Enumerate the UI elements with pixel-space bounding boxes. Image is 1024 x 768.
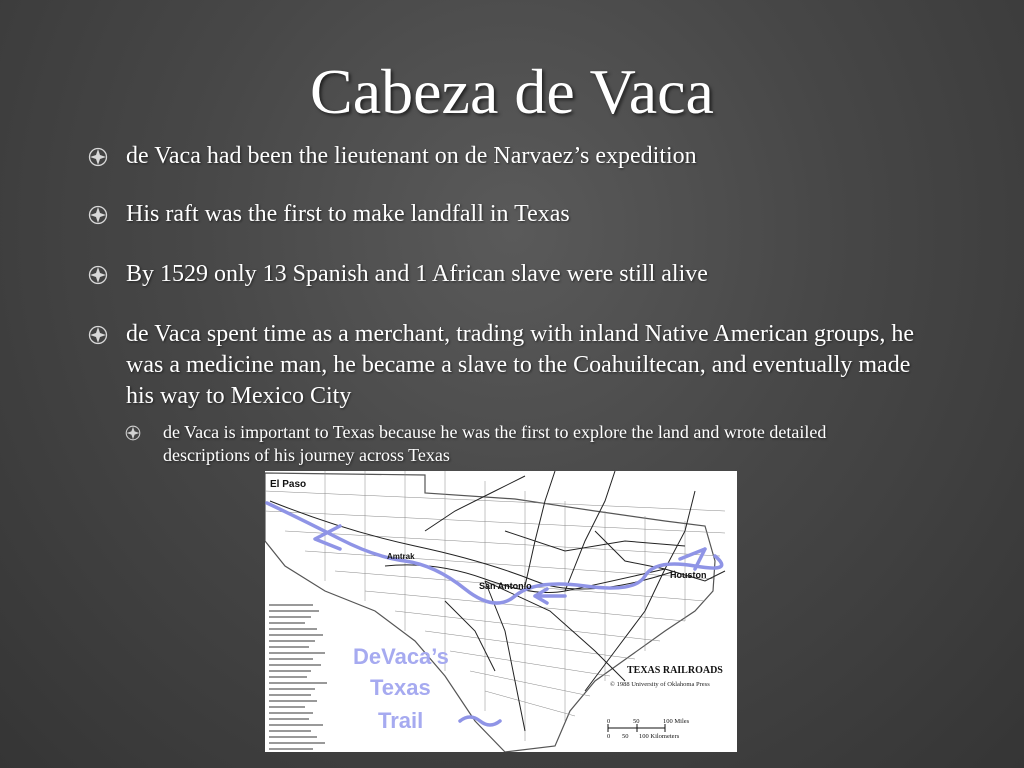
scale-km-50: 50	[622, 733, 629, 740]
bullet-item	[88, 319, 918, 412]
map-drawing	[265, 471, 737, 752]
bullet-text: By 1529 only 13 Spanish and 1 African slave were still alive	[126, 261, 708, 287]
bullet-text: His raft was the first to make landfall in Texas	[126, 201, 570, 227]
trail-label-line-2: Texas	[370, 675, 431, 700]
bullet-item	[88, 259, 918, 290]
scale-km-0: 0	[607, 733, 611, 740]
sub-bullet-text: de Vaca is important to Texas because he was the first to explore the land and wrote detailed descriptions of his journey across Texas	[163, 422, 827, 465]
slide-title: Cabeza de Vaca	[310, 56, 714, 127]
map-title: TEXAS RAILROADS	[627, 665, 723, 676]
map-label-san-antonio: San Antonio	[479, 581, 532, 591]
scale-mi-50: 50	[633, 718, 640, 725]
trail-label-line-1: DeVaca’s	[353, 644, 449, 669]
texas-railroads-map	[265, 471, 737, 752]
map-label-el-paso: El Paso	[270, 479, 307, 490]
sub-bullet-item	[125, 421, 885, 467]
bullet-item	[88, 141, 918, 172]
bullet-item	[88, 199, 918, 230]
flower-bullet-icon	[88, 205, 108, 225]
flower-bullet-icon	[125, 425, 141, 441]
map-label-amtrak: Amtrak	[387, 552, 415, 561]
scale-mi-0: 0	[607, 718, 611, 725]
map-label-houston: Houston	[670, 570, 707, 580]
trail-label-line-3: Trail	[378, 708, 424, 733]
bullet-text: de Vaca had been the lieutenant on de Narvaez’s expedition	[126, 143, 697, 169]
scale-km-100: 100 Kilometers	[639, 733, 680, 740]
flower-bullet-icon	[88, 147, 108, 167]
flower-bullet-icon	[88, 325, 108, 345]
scale-mi-100: 100 Miles	[663, 718, 690, 725]
map-copyright: © 1988 University of Oklahoma Press	[610, 681, 710, 688]
flower-bullet-icon	[88, 265, 108, 285]
bullet-text: de Vaca spent time as a merchant, trading with inland Native American groups, he was a medicine man, he became a slave to the Coahuiltecan, and eventually made his way to Mexico City	[126, 321, 914, 409]
